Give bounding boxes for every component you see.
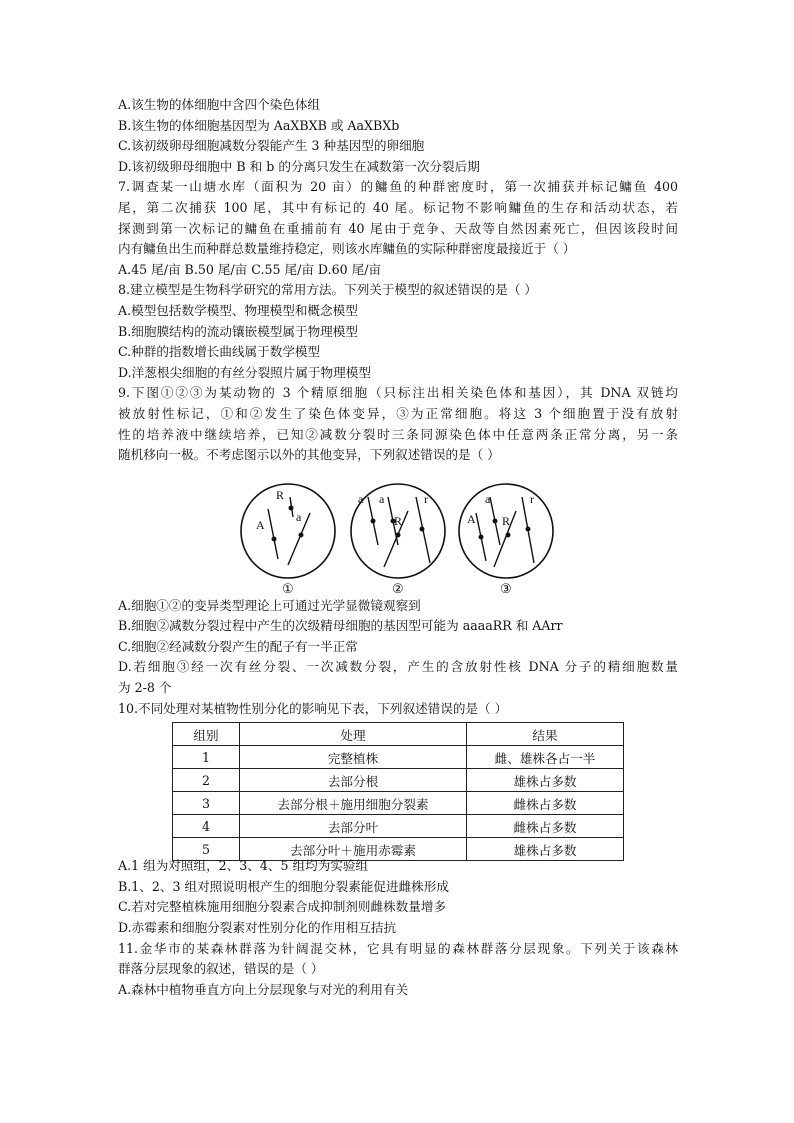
question-9-line-1: 9.下图①②③为某动物的 3 个精原细胞（只标注出相关染色体和基因），其 DNA 双链均 [118, 385, 678, 401]
question-9-line-4: 随机移向一极。不考虑图示以外的其他变异，下列叙述错误的是（ ） [118, 447, 500, 463]
cell-2-label: ② [392, 581, 404, 595]
cell-1-gene-label-3: a [296, 510, 302, 524]
option-d-q8: D.洋葱根尖细胞的有丝分裂照片属于物理模型 [118, 364, 371, 380]
cell-1-gene-label-1: R [276, 488, 285, 502]
option-a-q9: A.细胞①②的变异类型理论上可通过光学显微镜观察到 [118, 597, 421, 613]
option-d-q6: D.该初级卵母细胞中 B 和 b 的分离只发生在减数第一次分裂后期 [118, 158, 480, 174]
cell-1-centromere-3 [299, 533, 303, 537]
question-7-line-1: 7.调查某一山塘水库（面积为 20 亩）的鳙鱼的种群密度时，第一次捕获并标记鳙鱼 400 [118, 179, 678, 195]
question-9-line-2: 被放射性标记，①和②发生了染色体变异，③为正常细胞。将这 3 个细胞置于没有放射 [118, 405, 678, 421]
question-7-line-3: 探测到第一次标记的鳙鱼在重捕前有 40 尾由于竞争、天敌等自然因素死亡，但因该段时间 [118, 220, 678, 236]
option-a-q11: A.森林中植物垂直方向上分层现象与对光的利用有关 [118, 981, 409, 997]
table-header-result: 结果 [467, 723, 624, 746]
cell-2-centromere-4 [420, 527, 424, 531]
cell-3-centromere-3 [506, 533, 510, 537]
cell-3-membrane [459, 484, 553, 578]
question-7-line-2: 尾，第二次捕获 100 尾，其中有标记的 40 尾。标记物不影响鳙鱼的生存和活动状态，若 [118, 199, 678, 215]
table-cell-group: 2 [173, 769, 240, 792]
table-row [173, 792, 624, 815]
cells-diagram [238, 483, 558, 595]
cell-1-chromosome-1 [268, 509, 278, 559]
cell-2-gene-label-2: a [379, 492, 385, 506]
question-7-line-4: 内有鳙鱼出生而种群总数量维持稳定，则该水库鳙鱼的实际种群密度最接近于（ ） [118, 241, 576, 257]
cell-1-centromere-2 [289, 506, 293, 510]
option-b-q6: B.该生物的体细胞基因型为 AaXBXB 或 AaXBXb [118, 117, 400, 133]
table-cell-treatment: 去部分叶＋施用赤霉素 [240, 838, 467, 861]
cell-3 [459, 484, 553, 595]
cell-1-gene-label-2: A [256, 518, 265, 532]
table-cell-treatment: 去部分根 [240, 769, 467, 792]
option-d-q9-line-2: 为 2-8 个 [118, 680, 172, 696]
option-b-q9: B.细胞②减数分裂过程中产生的次级精母细胞的基因型可能为 aaaaRR 和 AArr [118, 618, 563, 634]
question-block-bottom [118, 856, 678, 1000]
table-cell-result: 雄株占多数 [467, 838, 624, 861]
results-table-wrap [172, 722, 624, 861]
cell-3-gene-label-1: a [485, 492, 491, 506]
cell-3-gene-label-3: R [502, 514, 511, 528]
table-cell-result: 雌株占多数 [467, 792, 624, 815]
cell-3-gene-label-2: A [467, 512, 476, 526]
option-a-q8: A.模型包括数学模型、物理模型和概念模型 [118, 302, 358, 318]
cell-2-centromere-3 [396, 533, 400, 537]
question-11-line-1: 11.金华市的某森林群落为针阔混交林，它具有明显的森林群落分层现象。下列关于该森林 [118, 940, 678, 956]
table-header-row [173, 723, 624, 746]
table-row [173, 815, 624, 838]
results-table [172, 722, 624, 861]
option-b-q8: B.细胞膜结构的流动镶嵌模型属于物理模型 [118, 323, 358, 339]
table-cell-result: 雌株占多数 [467, 815, 624, 838]
option-d-q9-line-1: D.若细胞③经一次有丝分裂、一次减数分裂，产生的含放射性核 DNA 分子的精细胞数量 [118, 659, 678, 675]
table-cell-treatment: 完整植株 [240, 746, 467, 769]
table-cell-group: 1 [173, 746, 240, 769]
cell-3-gene-label-4: r [530, 492, 534, 506]
cell-1-centromere-1 [272, 537, 276, 541]
cell-2-gene-label-1: a [358, 492, 364, 506]
table-row [173, 746, 624, 769]
table-cell-result: 雌、雄株各占一半 [467, 746, 624, 769]
table-cell-group: 5 [173, 838, 240, 861]
option-c-q9: C.细胞②经减数分裂产生的配子有一半正常 [118, 638, 358, 654]
question-10-stem: 10.不同处理对某植物性别分化的影响见下表，下列叙述错误的是（ ） [118, 700, 508, 716]
cells-figure [238, 483, 558, 595]
cell-3-centromere-2 [479, 535, 483, 539]
option-b-q10: B.1、2、3 组对照说明根产生的细胞分裂素能促进雌株形成 [118, 878, 449, 894]
cell-1-label: ① [282, 581, 294, 595]
option-a-q10: A.1 组为对照组，2、3、4、5 组均为实验组 [118, 858, 369, 874]
cell-3-centromere-4 [526, 527, 530, 531]
cell-2-centromere-1 [371, 519, 375, 523]
cell-3-label: ③ [500, 581, 512, 595]
question-9-line-3: 性的培养液中继续培养，已知②减数分裂时三条同源染色体中任意两条正常分离，另一条 [118, 426, 678, 442]
table-cell-result: 雄株占多数 [467, 769, 624, 792]
question-8-stem: 8.建立模型是生物科学研究的常用方法。下列关于模型的叙述错误的是（ ） [118, 282, 538, 298]
table-header-group: 组别 [173, 723, 240, 746]
option-d-q10: D.赤霉素和细胞分裂素对性别分化的作用相互拮抗 [118, 920, 397, 936]
question-7-options: A.45 尾/亩 B.50 尾/亩 C.55 尾/亩 D.60 尾/亩 [118, 261, 382, 277]
table-cell-treatment: 去部分根＋施用细胞分裂素 [240, 792, 467, 815]
question-block-top [118, 95, 678, 466]
table-row [173, 838, 624, 861]
cell-2-gene-label-3: R [394, 514, 403, 528]
option-c-q6: C.该初级卵母细胞减数分裂能产生 3 种基因型的卵细胞 [118, 138, 425, 154]
cell-2-membrane [351, 484, 445, 578]
table-cell-group: 3 [173, 792, 240, 815]
table-header-treatment: 处理 [240, 723, 467, 746]
option-a-q6: A.该生物的体细胞中含四个染色体组 [118, 97, 321, 112]
table-cell-treatment: 去部分叶 [240, 815, 467, 838]
table-cell-group: 4 [173, 815, 240, 838]
cell-2 [351, 484, 445, 595]
cell-3-centromere-1 [493, 519, 497, 523]
option-c-q8: C.种群的指数增长曲线属于数学模型 [118, 344, 321, 360]
option-c-q10: C.若对完整植株施用细胞分裂素合成抑制剂则雌株数量增多 [118, 899, 447, 915]
question-block-mid [118, 596, 678, 720]
cell-2-gene-label-4: r [424, 492, 428, 506]
question-11-line-2: 群落分层现象的叙述，错误的是（ ） [118, 961, 324, 977]
cell-1 [241, 484, 335, 595]
table-row [173, 769, 624, 792]
